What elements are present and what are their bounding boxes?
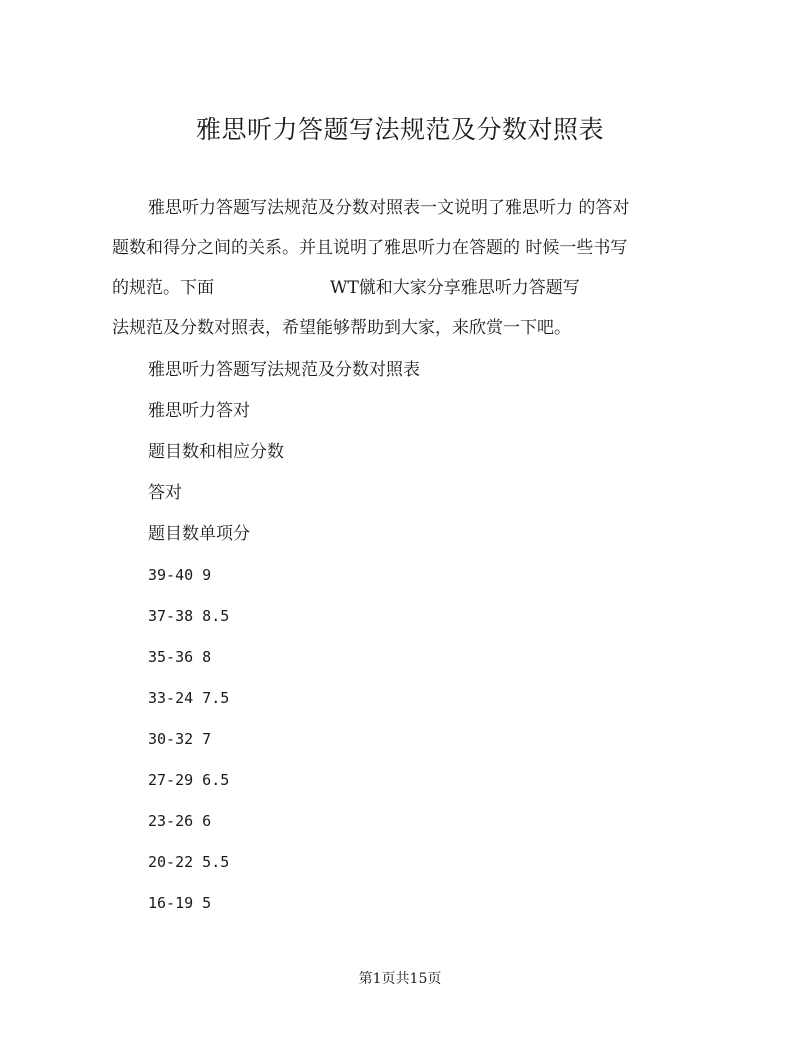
intro-line-3-right: WT僦和大家分享雅思听力答题写 [330, 278, 580, 298]
content-list [148, 350, 420, 924]
paragraph-table-caption: 题目数和相应分数 [148, 442, 284, 462]
score-row: 20-22 5.5 [148, 853, 230, 871]
intro-line-3 [112, 268, 672, 308]
column-header-correct: 答对 [148, 483, 182, 503]
column-header-score: 题目数单项分 [148, 524, 250, 544]
score-row: 37-38 8.5 [148, 607, 230, 625]
score-row: 33-24 7.5 [148, 689, 230, 707]
document-title: 雅思听力答题写法规范及分数对照表 [195, 115, 604, 144]
intro-line-1: 雅思听力答题写法规范及分数对照表一文说明了雅思听力 的答对 [148, 198, 630, 218]
score-row: 30-32 7 [148, 730, 212, 748]
score-row: 23-26 6 [148, 812, 212, 830]
intro-line-4: 法规范及分数对照表，希望能够帮助到大家，来欣赏一下吧。 [112, 318, 571, 338]
intro-paragraph [112, 188, 672, 348]
paragraph-heading: 雅思听力答题写法规范及分数对照表 [148, 360, 420, 380]
score-row: 27-29 6.5 [148, 771, 230, 789]
paragraph-subheading: 雅思听力答对 [148, 401, 250, 421]
score-row: 39-40 9 [148, 566, 212, 584]
intro-line-3-left: 的规范。下面 [112, 278, 214, 298]
score-row: 35-36 8 [148, 648, 212, 666]
score-row: 16-19 5 [148, 894, 212, 912]
intro-line-2: 题数和得分之间的关系。并且说明了雅思听力在答题的 时候一些书写 [112, 238, 628, 258]
page-number-footer: 第1页共15页 [358, 971, 442, 987]
